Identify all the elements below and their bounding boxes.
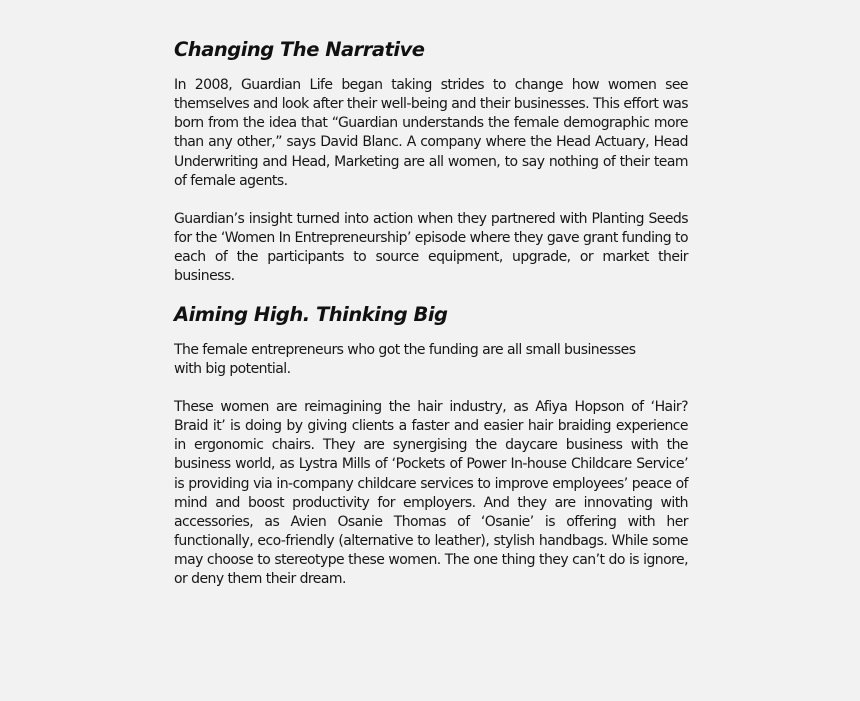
article bbox=[174, 36, 688, 589]
paragraph-entrepreneurs-details: These women are reimagining the hair industry, as Afiya Hopson of ‘Hair? Braid it’ is doing by giving clients a faster and easier hair braiding experience in ergonomic chairs. They are synergising the daycare business with the business world, as Lystra Mills of ‘Pockets of Power In-house Childcare Service’ is providing via in-company childcare services to improve employees’ peace of mind and boost productivity for employers. And they are innovating with accessories, as Avien Osanie Thomas of ‘Osanie’ is offering with her functionally, eco-friendly (alternative to leather), stylish handbags. While some may choose to stereotype these women. The one thing they can’t do is ignore, or deny them their dream. bbox=[174, 398, 688, 588]
section-heading-changing-the-narrative: Changing The Narrative bbox=[174, 38, 425, 61]
section-heading-aiming-high: Aiming High. Thinking Big bbox=[174, 302, 448, 326]
paragraph-guardian-history: In 2008, Guardian Life began taking strides to change how women see themselves and look after their well-being and their businesses. This effort was born from the idea that “Guardian understands the female demographic more than any other,” says David Blanc. A company where the Head Actuary, Head Underwriting and Head, Marketing are all women, to say nothing of their team of female agents. bbox=[174, 77, 688, 189]
paragraph-entrepreneurs-intro: The female entrepreneurs who got the funding are all small businesses with big potential. bbox=[174, 341, 636, 377]
paragraph-planting-seeds-partnership: Guardian’s insight turned into action when they partnered with Planting Seeds for the ‘Women In Entrepreneurship’ episode where they gave grant funding to each of the participants to source equipment, upgrade, or market their business. bbox=[174, 210, 688, 285]
